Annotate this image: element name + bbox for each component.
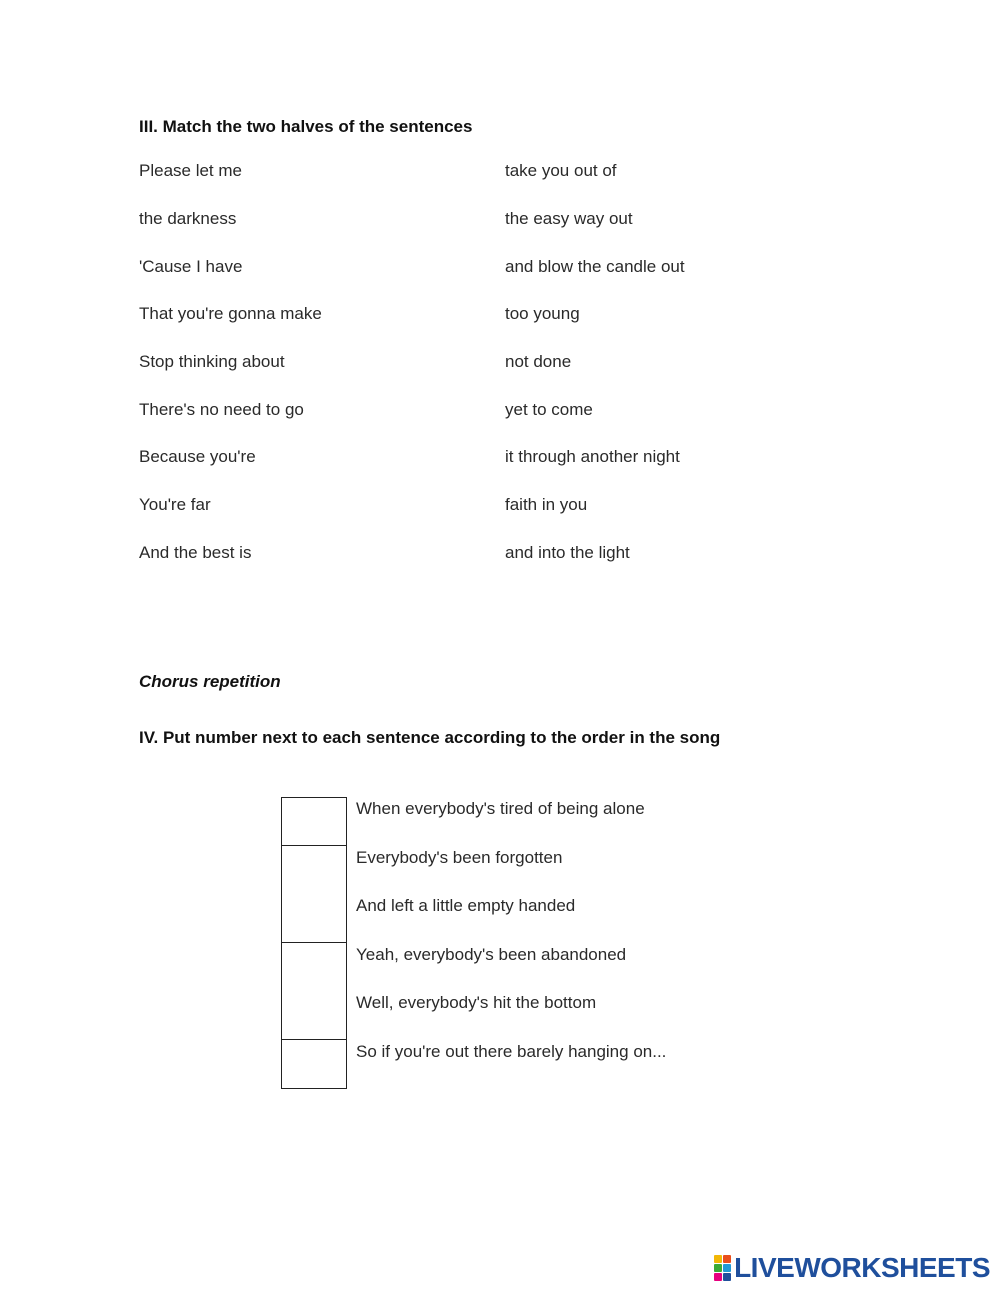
liveworksheets-logo-text: LIVEWORKSHEETS: [734, 1252, 990, 1283]
order-row: [281, 1040, 781, 1089]
order-number-input[interactable]: [281, 1040, 347, 1089]
match-left-phrase[interactable]: 'Cause I have: [139, 257, 243, 276]
order-row: [281, 894, 781, 943]
order-row: [281, 991, 781, 1040]
match-left-phrase[interactable]: You're far: [139, 495, 211, 514]
order-number-input[interactable]: [281, 894, 347, 943]
match-left-phrase[interactable]: the darkness: [139, 209, 237, 228]
match-row: [139, 304, 839, 330]
order-sentence: And left a little empty handed: [356, 896, 576, 915]
order-number-input[interactable]: [281, 943, 347, 992]
liveworksheets-logo-icon: [714, 1255, 731, 1281]
order-sentence: Yeah, everybody's been abandoned: [356, 944, 627, 964]
order-row: [281, 846, 781, 895]
match-right-phrase[interactable]: the easy way out: [505, 209, 633, 228]
match-right-phrase[interactable]: too young: [505, 304, 580, 323]
match-row: [139, 161, 839, 187]
match-left-phrase[interactable]: That you're gonna make: [139, 304, 322, 323]
order-sentence: When everybody's tired of being alone: [356, 799, 645, 818]
match-right-phrase[interactable]: and into the light: [505, 543, 630, 562]
match-row: [139, 209, 839, 235]
match-left-phrase[interactable]: And the best is: [139, 543, 252, 562]
order-row: [281, 797, 781, 846]
section-3-title: III. Match the two halves of the sentences: [139, 117, 473, 136]
match-right-phrase[interactable]: it through another night: [505, 447, 680, 466]
order-sentence: Everybody's been forgotten: [356, 847, 563, 867]
match-left-phrase[interactable]: Because you're: [139, 447, 256, 466]
match-left-phrase[interactable]: Please let me: [139, 161, 242, 180]
match-right-phrase[interactable]: not done: [505, 352, 572, 371]
order-sentence: So if you're out there barely hanging on...: [356, 1041, 667, 1061]
section-4-title: IV. Put number next to each sentence according to the order in the song: [139, 728, 721, 747]
match-row: [139, 495, 839, 521]
match-right-phrase[interactable]: faith in you: [505, 495, 588, 514]
match-row: [139, 543, 839, 569]
match-right-phrase[interactable]: and blow the candle out: [505, 257, 685, 276]
order-number-input[interactable]: [281, 991, 347, 1040]
order-number-input[interactable]: [281, 846, 347, 895]
order-sentence: Well, everybody's hit the bottom: [356, 993, 597, 1012]
match-row: [139, 257, 839, 283]
match-right-phrase[interactable]: yet to come: [505, 400, 593, 419]
order-table: [281, 797, 781, 1088]
match-row: [139, 447, 839, 473]
liveworksheets-logo: [714, 1252, 990, 1283]
match-row: [139, 352, 839, 378]
match-left-phrase[interactable]: There's no need to go: [139, 400, 304, 419]
chorus-label: Chorus repetition: [139, 672, 281, 691]
order-row: [281, 943, 781, 992]
match-left-phrase[interactable]: Stop thinking about: [139, 352, 285, 371]
match-row: [139, 400, 839, 426]
order-number-input[interactable]: [281, 797, 347, 846]
match-right-phrase[interactable]: take you out of: [505, 161, 617, 180]
